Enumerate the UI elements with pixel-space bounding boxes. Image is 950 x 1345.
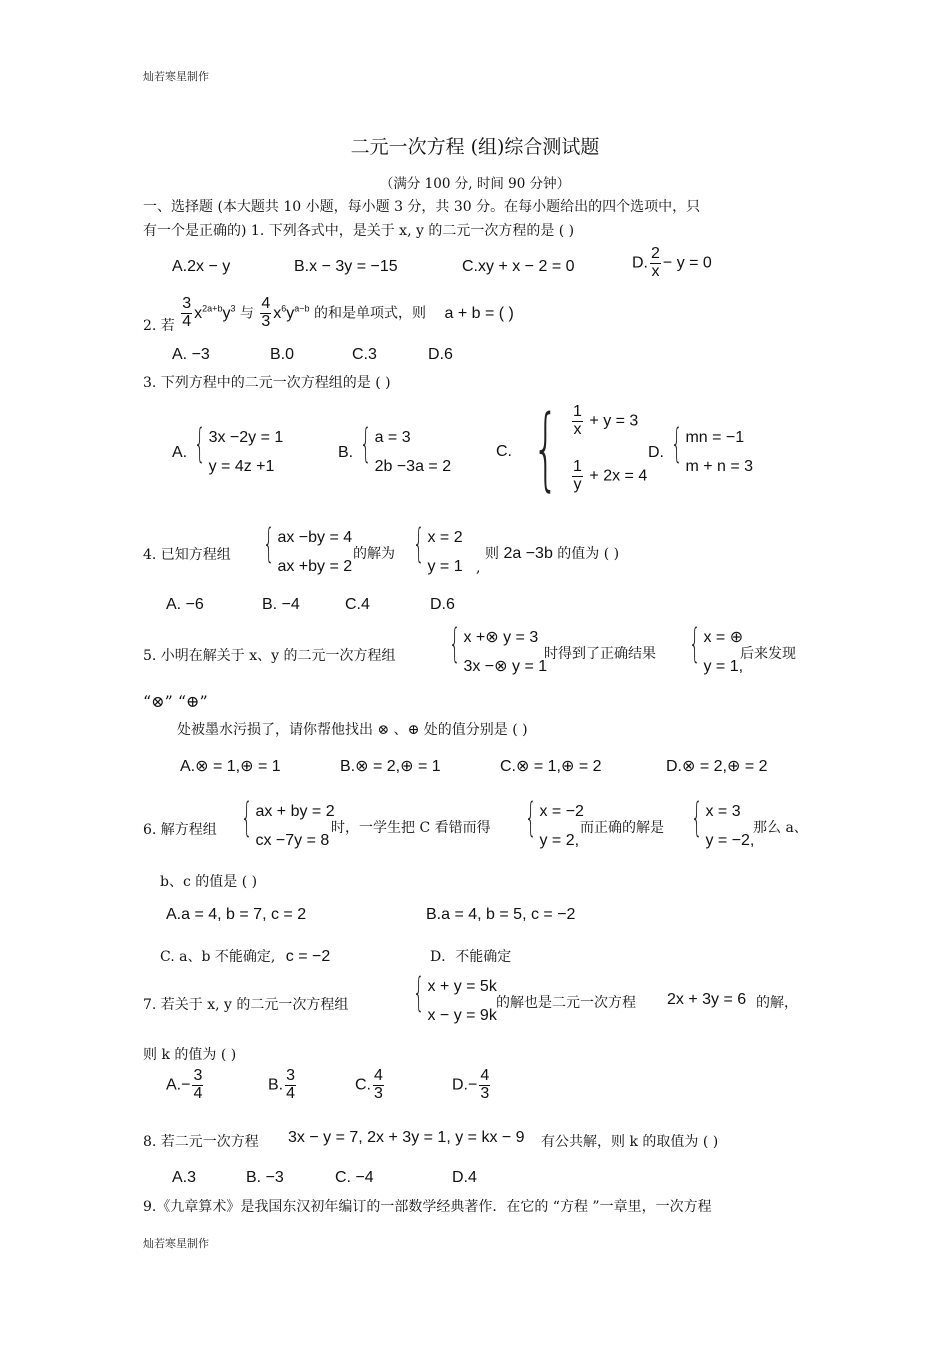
q6-correct-solution: { x = 3 y = −2, [690,795,755,849]
q7-option-a: A.− $\frac{3}{4}$ [166,1067,203,1102]
q6-post-text: 那么 a、 [753,820,808,836]
q6-option-c: C. a、b 不能确定, c = −2 [160,948,331,965]
q4-option-c: C.4 [345,596,370,613]
q5-mid-text: 时得到了正确结果 [544,646,656,662]
q8-option-c: C. −4 [335,1169,374,1186]
q4-solution: { x = 2 y = 1 [412,521,463,575]
q5-result: { x = ⊕ y = 1, [688,621,744,675]
q5-marks: “⊗” “⊕” [143,692,208,711]
q3-option-c: C. { $\frac{1}{x}$ + y = 3 $\frac{1}{y}$ + 2x = 4 [496,396,648,501]
q7-line2: 则 k 的值为 ( ) [143,1047,237,1063]
q6-wrong-solution: { x = −2 y = 2, [524,795,584,849]
q8-option-b: B. −3 [246,1169,284,1186]
question-5-pre: 5. 小明在解关于 x、y 的二元一次方程组 [143,648,396,664]
q7-option-d: D.− $\frac{4}{3}$ [452,1067,490,1102]
q2-option-d: D.6 [428,346,453,363]
q3-option-b: B. { a = 3 2b −3a = 2 [338,421,452,475]
q2-option-a: A. −3 [172,346,210,363]
q4-comma: , [476,560,481,576]
q4-post-text: 则 2a −3b 的值为 ( ) [485,545,620,562]
page-subtitle: （满分 100 分, 时间 90 分钟） [379,176,571,192]
q7-system: { x + y = 5k x − y = 9k [412,970,497,1024]
q1-option-d: D. $\frac{2}{x}$ − y = 0 [632,245,712,280]
q6-mid-text-1: 时，一学生把 C 看错而得 [331,820,491,836]
question-7-pre: 7. 若关于 x, y 的二元一次方程组 [143,997,349,1013]
q4-system: { ax −by = 4 ax +by = 2 [262,521,353,575]
q1-option-b: B.x − 3y = −15 [294,258,398,275]
q4-mid-text: 的解为 [353,546,395,562]
q7-post-text: 的解， [756,995,798,1011]
question-4-pre: 4. 已知方程组 [143,547,231,563]
section-intro-line2: 有一个是正确的) 1. 下列各式中，是关于 x, y 的二元一次方程的是 ( ) [143,223,575,239]
question-9-text: 9.《九章算术》是我国东汉初年编订的一部数学经典著作．在它的 “方程 ”一章里，一次方程 [143,1199,712,1215]
q6-option-d: D．不能确定 [430,949,512,965]
q3-option-d: D. { mn = −1 m + n = 3 [648,421,754,475]
q8-option-d: D.4 [452,1169,477,1186]
page-header: 灿若寒星制作 [143,70,209,83]
q6-mid-text-2: 而正确的解是 [580,820,664,836]
q7-expr: 2x + 3y = 6 [667,991,747,1008]
q7-option-c: C. $\frac{4}{3}$ [355,1067,383,1102]
question-8-pre: 8. 若二元一次方程 [143,1134,259,1150]
q5-line2: 处被墨水污损了，请你帮他找出 ⊗ 、⊕ 处的值分别是 ( ) [177,722,528,738]
question-2-stem: 2. 若 $\frac{3}{4}$ $x^{2a+b}y^3$ 与 $\frac{4}{3}$ $x^6y^{a-b}$ 的和是单项式，则 a + b = ( ) [143,295,514,334]
q3-option-a: A. { 3x −2y = 1 y = 4z +1 [172,421,284,475]
q5-option-a: A.⊗ = 1,⊕ = 1 [180,758,281,775]
q8-expr: 3x − y = 7, 2x + 3y = 1, y = kx − 9 [288,1129,525,1146]
q4-option-a: A. −6 [166,596,204,613]
q8-option-a: A.3 [172,1169,197,1186]
q1-option-a: A.2x − y [172,258,231,275]
q8-post-text: 有公共解，则 k 的取值为 ( ) [541,1134,719,1150]
page-footer: 灿若寒星制作 [143,1237,209,1250]
q6-line2: b、c 的值是 ( ) [160,874,258,890]
q5-post-text: 后来发现 [740,646,796,662]
q5-option-c: C.⊗ = 1,⊕ = 2 [500,758,602,775]
q6-option-b: B.a = 4, b = 5, c = −2 [426,906,576,923]
section-intro-line1: 一、选择题 (本大题共 10 小题，每小题 3 分，共 30 分。在每小题给出的四个选项中，只 [143,199,701,215]
q7-option-b: B. $\frac{3}{4}$ [268,1067,296,1102]
question-3-stem: 3. 下列方程中的二元一次方程组的是 ( ) [143,375,391,391]
q7-mid-text: 的解也是二元一次方程 [496,995,636,1011]
page-title: 二元一次方程 (组)综合测试题 [350,136,600,158]
q1-option-c: C.xy + x − 2 = 0 [462,258,575,275]
question-6-pre: 6. 解方程组 [143,822,217,838]
q5-option-d: D.⊗ = 2,⊕ = 2 [666,758,768,775]
q4-option-d: D.6 [430,596,455,613]
q5-option-b: B.⊗ = 2,⊕ = 1 [340,758,441,775]
q6-system: { ax + by = 2 cx −7y = 8 [240,795,335,849]
q2-option-b: B.0 [270,346,295,363]
q4-option-b: B. −4 [262,596,300,613]
q6-option-a: A.a = 4, b = 7, c = 2 [166,906,307,923]
q5-system: { x +⊗ y = 3 3x −⊗ y = 1 [448,621,548,675]
q2-option-c: C.3 [352,346,377,363]
